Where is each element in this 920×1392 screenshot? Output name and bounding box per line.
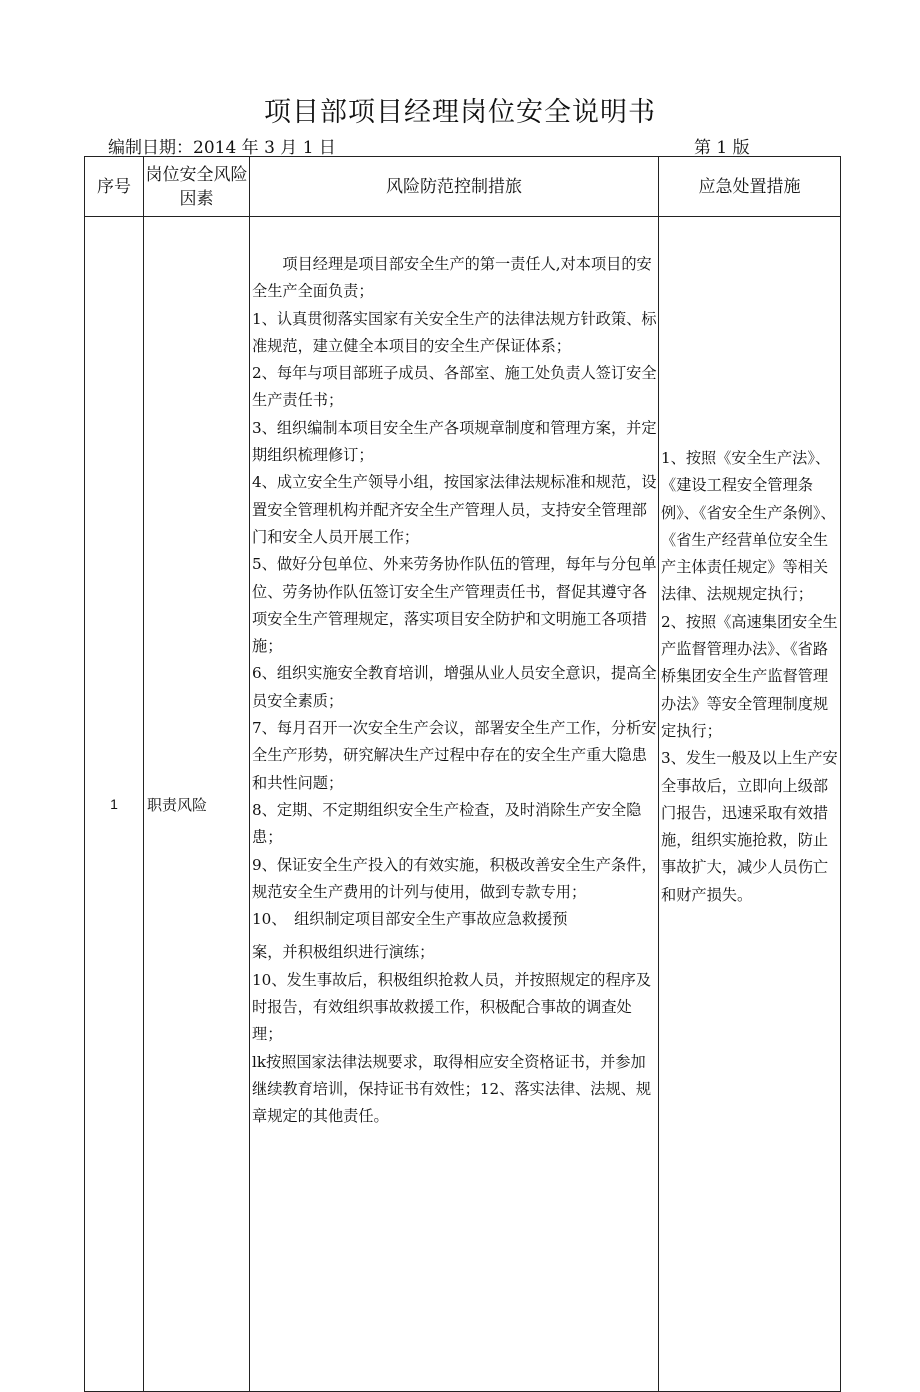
header-number: 序号 [85,157,144,217]
measure-item: 4、成立安全生产领导小组，按国家法律法规标准和规范，设置安全管理机构并配齐安全生产管理人员，支持安全管理部门和安全人员开展工作； [252,473,657,546]
measure-item: 9、保证安全生产投入的有效实施，积极改善安全生产条件，规范安全生产费用的计列与使用，做到专款专用； [252,855,657,901]
row-emergency-measures [659,217,841,1392]
table-header-row [85,157,841,217]
row-number: 1 [85,217,144,1392]
header-risk-factor: 岗位安全风险因素 [144,157,250,217]
measure-item: 10、发生事故后，积极组织抢救人员，并按照规定的程序及时报告，有效组织事故救援工作，积极配合事故的调查处理； [252,970,652,1044]
measure-item: 7、每月召开一次安全生产会议，部署安全生产工作，分析安全生产形势，研究解决生产过程中存在的安全生产重大隐患和共性问题； [252,719,657,792]
compile-date: 编制日期：2014 年 3 月 1 日 [108,138,336,158]
measure-item: 案，并积极组织进行演练； [252,943,435,962]
emergency-item: 3、发生一般及以上生产安全事故后，立即向上级部门报告，迅速采取有效措施，组织实施抢救，防止事故扩大，减少人员伤亡和财产损失。 [661,749,838,904]
table-row [85,217,841,1392]
measure-item: 8、定期、不定期组织安全生产检查，及时消除生产安全隐患； [252,800,642,847]
header-emergency-measures: 应急处置措施 [659,157,841,217]
row-risk-factor: 职责风险 [144,217,250,1392]
measure-item: 1、认真贯彻落实国家有关安全生产的法律法规方针政策、标准规范，建立健全本项目的安全生产保证体系； [252,309,657,355]
document-title: 项目部项目经理岗位安全说明书 [264,97,656,128]
emergency-item: 2、按照《高速集团安全生产监督管理办法》、《省路桥集团安全生产监督管理办法》等安全管理制度规定执行； [661,612,838,740]
measure-item: 6、组织实施安全教育培训，增强从业人员安全意识，提高全员安全素质； [252,664,657,710]
measure-intro: 项目经理是项目部安全生产的第一责任人,对本项目的安全生产全面负责； [252,255,652,301]
emergency-item: 1、按照《安全生产法》、《建设工程安全管理条例》、《省安全生产条例》、《省生产经营单位安全生产主体责任规定》等相关法律、法规规定执行； [661,449,836,604]
safety-responsibility-table [84,156,841,1392]
measure-item: 5、做好分包单位、外来劳务协作队伍的管理，每年与分包单位、劳务协作队伍签订安全生产管理责任书，督促其遵守各项安全生产管理规定，落实项目安全防护和文明施工各项措施； [252,555,657,656]
measure-item: lk按照国家法律法规要求，取得相应安全资格证书，并参加继续教育培训，保持证书有效性；12、落实法律、法规、规章规定的其他责任。 [252,1052,652,1126]
row-control-measures [250,217,659,1392]
measure-item: 3、组织编制本项目安全生产各项规章制度和管理方案，并定期组织梳理修订； [252,418,657,465]
header-control-measures: 风险防范控制措旅 [250,157,659,217]
version-number: 第 1 版 [694,138,750,158]
measure-item: 10、 组织制定项目部安全生产事故应急救援预 [252,910,568,929]
measure-item: 2、每年与项目部班子成员、各部室、施工处负责人签订安全生产责任书； [252,364,657,410]
